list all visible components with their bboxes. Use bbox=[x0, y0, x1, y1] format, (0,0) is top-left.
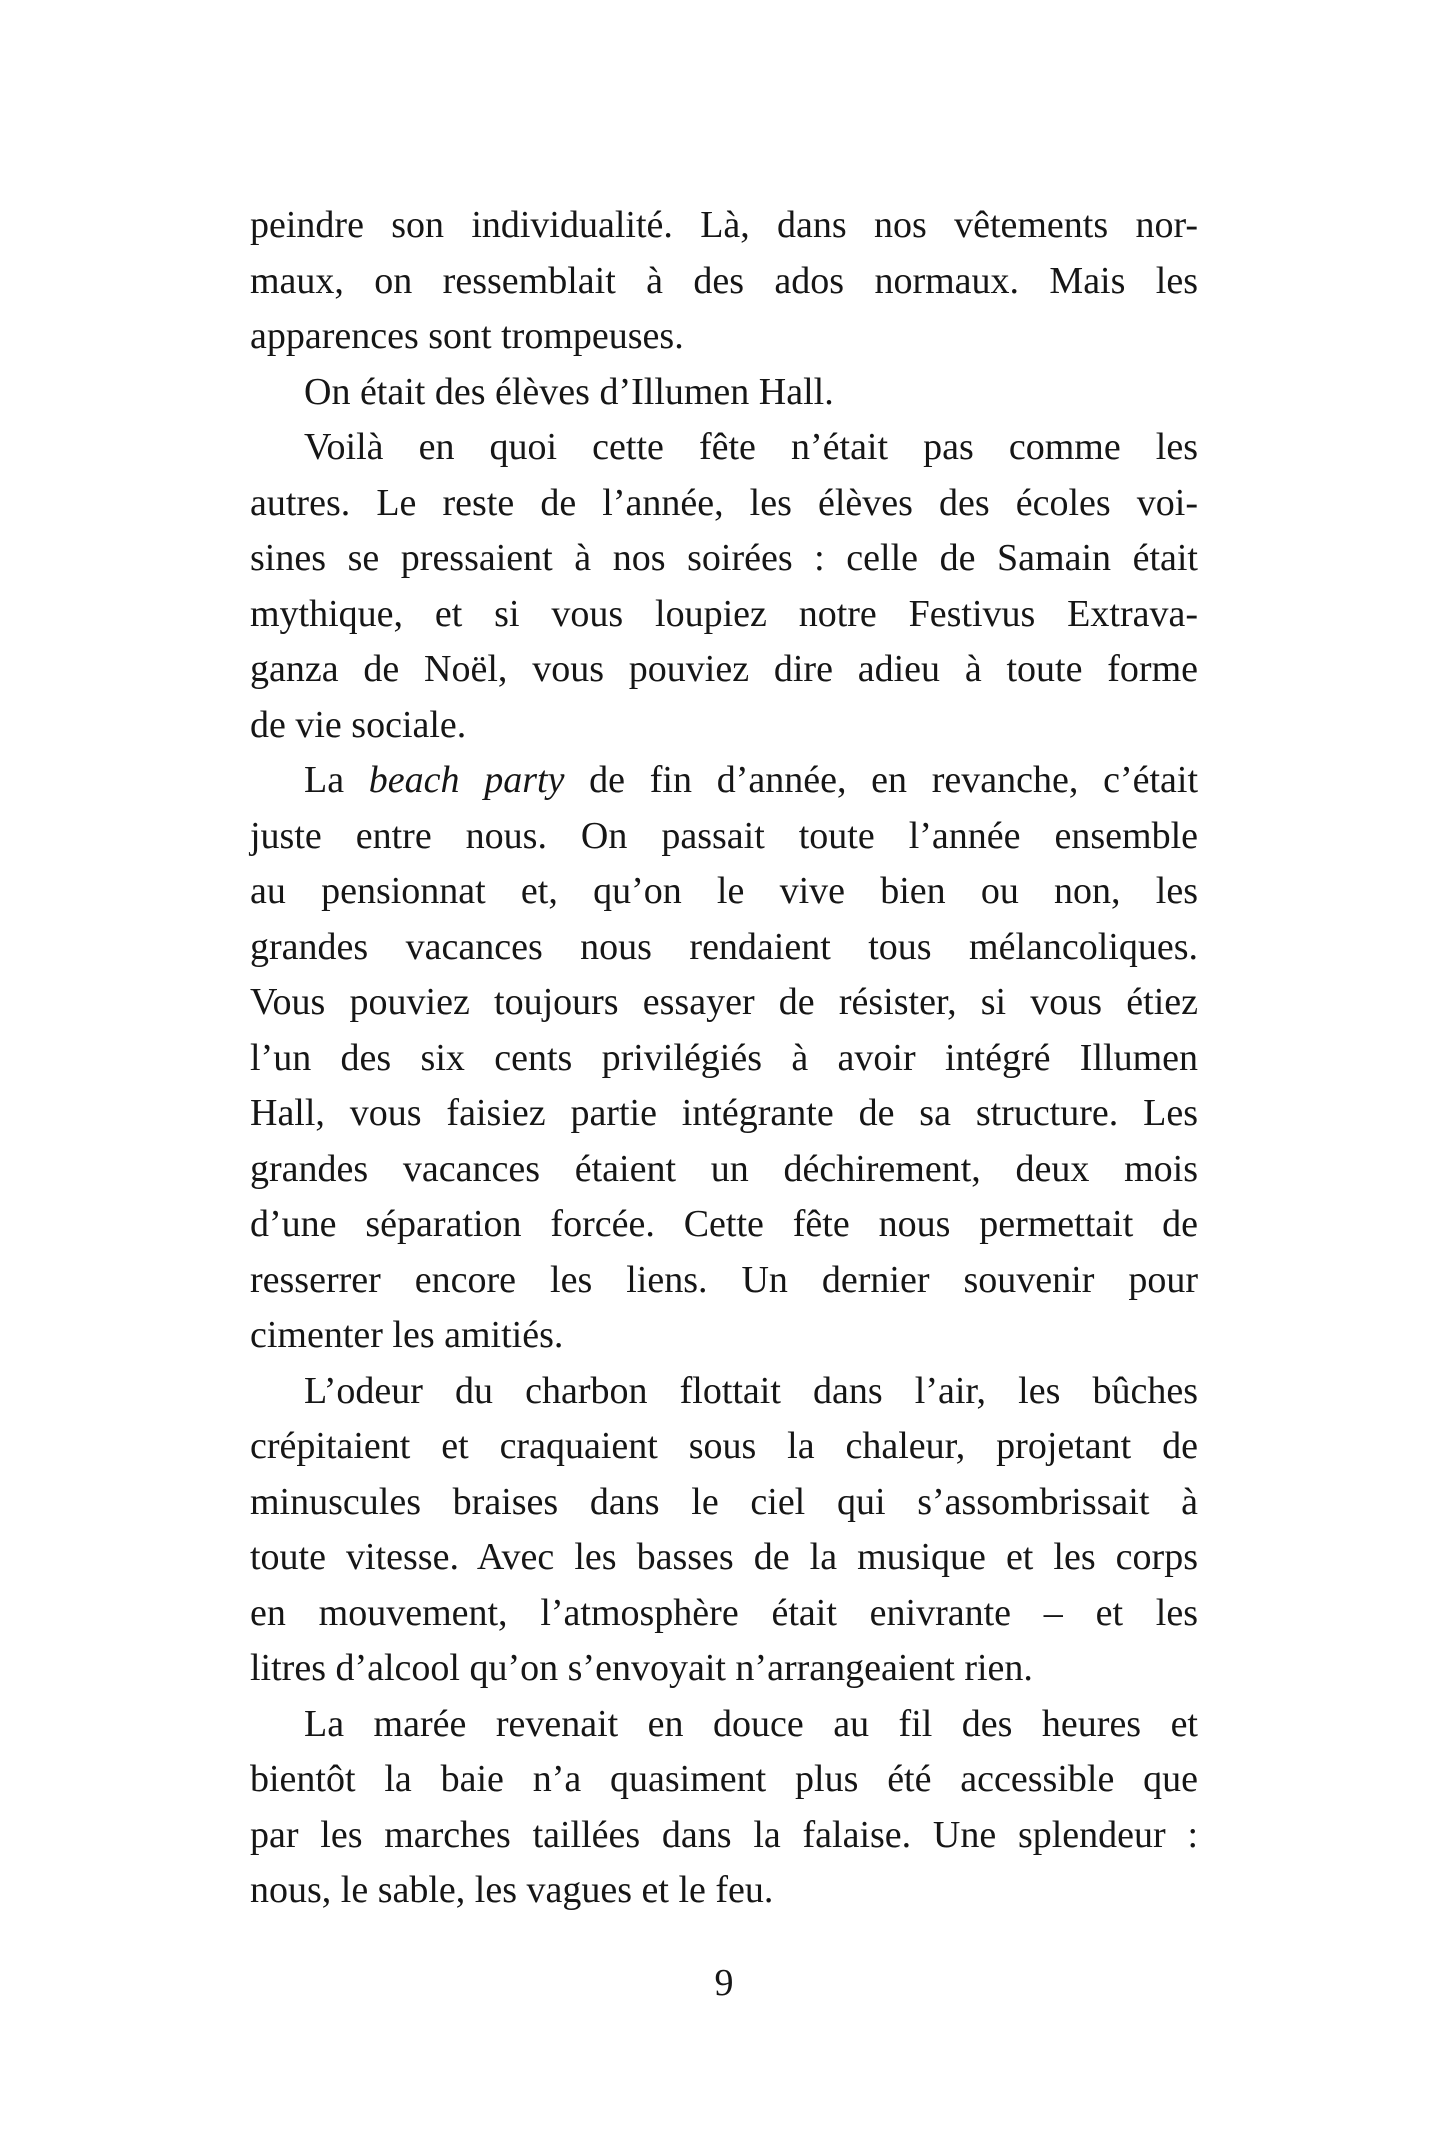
text-segment: cimenter les amitiés. bbox=[250, 1314, 564, 1356]
text-line bbox=[250, 1641, 1198, 1697]
text-line bbox=[250, 1697, 1198, 1753]
text-line bbox=[250, 198, 1198, 254]
text-line bbox=[250, 698, 1198, 754]
text-segment: peindre son individualité. Là, dans nos vêtements nor- bbox=[250, 204, 1198, 246]
text-segment: On était des élèves d’Illumen Hall. bbox=[304, 370, 834, 413]
text-line bbox=[250, 864, 1198, 920]
text-line bbox=[250, 531, 1198, 587]
text-segment: sines se pressaient à nos soirées : celle de Samain était bbox=[250, 537, 1198, 579]
text-segment: L’odeur du charbon flottait dans l’air, les bûches bbox=[304, 1369, 1198, 1412]
text-line bbox=[250, 642, 1198, 698]
text-line bbox=[250, 1808, 1198, 1864]
text-segment: Voilà en quoi cette fête n’était pas comme les bbox=[304, 426, 1198, 468]
text-segment: bientôt la baie n’a quasiment plus été accessible que bbox=[250, 1758, 1198, 1800]
text-segment: de vie sociale. bbox=[250, 703, 467, 746]
text-line bbox=[250, 1253, 1198, 1309]
text-segment: resserrer encore les liens. Un dernier souvenir pour bbox=[250, 1258, 1198, 1301]
text-segment: par les marches taillées dans la falaise. Une splendeur : bbox=[250, 1813, 1198, 1856]
text-segment: minuscules braises dans le ciel qui s’assombrissait à bbox=[250, 1480, 1198, 1523]
text-segment: en mouvement, l’atmosphère était enivrante – et les bbox=[250, 1591, 1198, 1634]
page-text-block bbox=[250, 198, 1198, 1919]
text-line bbox=[250, 587, 1198, 643]
text-line bbox=[250, 1086, 1198, 1142]
text-segment: grandes vacances étaient un déchirement, deux mois bbox=[250, 1147, 1198, 1190]
text-segment: de fin d’année, en revanche, c’était bbox=[564, 759, 1198, 801]
text-segment: au pensionnat et, qu’on le vive bien ou non, les bbox=[250, 870, 1198, 912]
text-line bbox=[250, 1752, 1198, 1808]
text-segment: grandes vacances nous rendaient tous mélancoliques. bbox=[250, 925, 1198, 968]
text-segment: autres. Le reste de l’année, les élèves des écoles voi- bbox=[250, 481, 1198, 524]
text-line bbox=[250, 1197, 1198, 1253]
text-line bbox=[250, 365, 1198, 421]
text-segment: apparences sont trompeuses. bbox=[250, 315, 684, 357]
text-segment: d’une séparation forcée. Cette fête nous permettait de bbox=[250, 1203, 1198, 1245]
text-segment: Hall, vous faisiez partie intégrante de sa structure. Les bbox=[250, 1092, 1198, 1134]
text-segment: nous, le sable, les vagues et le feu. bbox=[250, 1869, 774, 1911]
text-line bbox=[250, 254, 1198, 310]
text-segment: Vous pouviez toujours essayer de résister, si vous étiez bbox=[250, 981, 1198, 1023]
text-line bbox=[250, 420, 1198, 476]
text-segment: toute vitesse. Avec les basses de la musique et les corps bbox=[250, 1536, 1198, 1578]
text-segment: mythique, et si vous loupiez notre Festivus Extrava- bbox=[250, 592, 1198, 635]
text-segment: maux, on ressemblait à des ados normaux. Mais les bbox=[250, 259, 1198, 302]
text-segment: ganza de Noël, vous pouviez dire adieu à toute forme bbox=[250, 648, 1198, 690]
text-line bbox=[250, 1308, 1198, 1364]
text-segment: La marée revenait en douce au fil des heures et bbox=[304, 1702, 1198, 1745]
text-segment: crépitaient et craquaient sous la chaleur, projetant de bbox=[250, 1425, 1198, 1467]
text-line bbox=[250, 1586, 1198, 1642]
text-segment: litres d’alcool qu’on s’envoyait n’arrangeaient rien. bbox=[250, 1647, 1033, 1689]
page-number: 9 bbox=[714, 1962, 734, 2004]
text-line bbox=[250, 1863, 1198, 1919]
text-segment: juste entre nous. On passait toute l’année ensemble bbox=[250, 814, 1198, 857]
italic-text-segment: beach party bbox=[368, 759, 565, 801]
text-line bbox=[250, 476, 1198, 532]
text-segment: La bbox=[304, 759, 369, 801]
text-segment: l’un des six cents privilégiés à avoir intégré Illumen bbox=[250, 1036, 1198, 1079]
text-line bbox=[250, 809, 1198, 865]
text-line bbox=[250, 309, 1198, 365]
text-line bbox=[250, 1364, 1198, 1420]
text-line bbox=[250, 920, 1198, 976]
text-line bbox=[250, 1142, 1198, 1198]
text-line bbox=[250, 975, 1198, 1031]
text-line bbox=[250, 1475, 1198, 1531]
text-line bbox=[250, 753, 1198, 809]
text-line bbox=[250, 1031, 1198, 1087]
text-line bbox=[250, 1419, 1198, 1475]
text-line bbox=[250, 1530, 1198, 1586]
